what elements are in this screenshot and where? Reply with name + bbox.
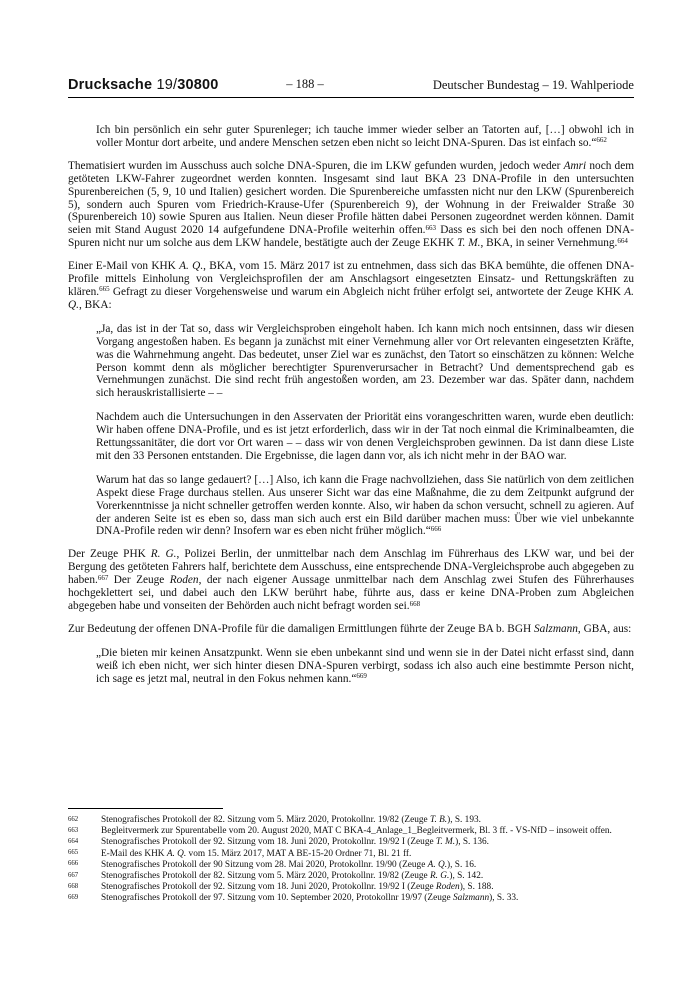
footnote-text [101,871,634,882]
text-run: , BKA: [78,298,112,311]
footnote-text [101,882,634,893]
text-run: , Polizei Berlin, der unmittelbar nach dem Anschlag im Führerhaus des LKW war, und bei der Bergung des getöteten Fahrers half, berichtete dem Ausschuss, eine entsprechende DNA-Vergleichsprobe auch abgegeben zu haben. [68,548,634,587]
footnote-ref: 662 [596,136,607,145]
text-run: A. Q. [166,848,187,859]
paragraph [68,160,634,250]
text-run: ), S. 193. [447,815,481,825]
footnote [68,860,634,871]
text-run: Stenografisches Protokoll der 90 Sitzung vom 28. Mai 2020, Protokollnr. 19/90 (Zeuge [101,859,428,870]
text-run: ), S. 33. [489,893,519,904]
text-run: vom 15. März 2017, MAT A BE-15-20 Ordner 71, Bl. 21 ff. [186,848,412,859]
text-run: , GBA, aus: [577,622,632,635]
text-run: T. B. [429,815,448,825]
footnote-text [101,826,634,837]
text-run: Stenografisches Protokoll der 82. Sitzung vom 5. März 2020, Protokollnr. 19/82 (Zeuge [101,815,430,825]
text-run: Dass es sich bei den noch offenen DNA-Spuren nicht nur um solche aus dem LKW handele, bestätigte auch der Zeuge EKHK [68,224,634,250]
text-run: Roden [169,574,199,587]
text-run: A. Q. [427,859,448,870]
text-run: ), S. 142. [449,871,484,882]
quote-block [96,411,634,463]
footnote-text [101,837,634,848]
footnote [68,871,634,882]
footnote-number: 663 [68,826,79,834]
text-run: T. M. [457,237,481,250]
doc-type-label: Drucksache [68,77,153,93]
footnote [68,882,634,893]
footnote [68,815,634,826]
text-run: , BKA, in seiner Vernehmung. [480,237,618,250]
text-run: Gefragt zu dieser Vorgehensweise und warum ein Abgleich nicht früher erfolgt sei, antwortete der Zeuge KHK [109,285,625,298]
paragraph [68,623,634,636]
text-run: noch dem getöteten LKW-Fahrer zugeordnet werden konnten. Insgesamt sind laut BKA 23 DNA-Profile in den untersuchten Spurenbereichen (5, 9, 10 und Italien) gesichert worden. Die Spurenbereiche umfassten nicht nur den LKW (Spurenbereich 5), sondern auch Spuren vom Friedrich-Krause-Ufer (Spurenbereich 9), der Wohnung in der Freiwalder Straße 30 (Spurenbereich 10) sowie Spuren aus Italien. Neun dieser Profile hätten dabei Personen zugeordnet werden können. Damit seien mit Stand August 2020 14 aufgefundene DNA-Profile weiterhin offen. [68,159,634,237]
text-run: A. Q. [68,285,634,311]
footnote-ref: 666 [430,524,442,533]
footnote-ref: 663 [425,223,437,232]
footnote-ref: 664 [617,236,628,245]
text-run: Stenografisches Protokoll der 92. Sitzung vom 18. Juni 2020, Protokollnr. 19/92 I (Zeuge [101,837,436,848]
text-run: Der Zeuge [108,574,170,587]
footnote [68,837,634,848]
text-run: A. Q. [179,260,204,273]
footnote-ref: 667 [97,573,109,582]
text-run: Ich bin persönlich ein sehr guter Spurenleger; ich tauche immer wieder selber an Tatorten auf, […] obwohl ich in voller Montur dort arbeite, und andere Menschen setzen eben nicht so leicht DNA-Spuren. Das ist einfach so.“ [96,124,634,149]
footnote-ref: 665 [99,285,110,294]
text-run: ), S. 188. [459,882,494,893]
page-header [68,77,634,93]
text-run: T. M. [435,837,456,848]
document-body [68,124,634,686]
quote-block [96,323,634,400]
text-run: Amri [563,159,587,172]
text-run: Salzmann [533,622,578,635]
text-run: Roden [435,882,460,893]
footnote [68,893,634,904]
text-run: Salzmann [452,893,490,904]
text-run: Der Zeuge PHK [68,548,151,561]
text-run: R. G. [150,548,177,561]
text-run: R. G. [429,871,450,882]
text-run: Zur Bedeutung der offenen DNA-Profile für die damaligen Ermittlungen führte der Zeuge BA b. BGH [68,622,534,635]
footnote-ref: 669 [356,672,367,681]
doc-number-value: 30800 [177,77,219,93]
text-run: „Ja, das ist in der Tat so, dass wir Vergleichsproben eingeholt haben. Ich kann mich noch entsinnen, dass wir diesen Vorgang angestoßen haben. Es begann ja zunächst mit einer Vernehmung aller vor Ort relevanten eingesetzten Kräfte, was die Wahrnehmung angeht. Das bedeutet, unser Ziel war es zunächst, den Tatort so einschätzen zu können: Welche Person kommt denn als möglicher berechtigter Spurenverursacher in Betracht? Und dementsprechend gab es Vernehmungen zunächst. Die sind recht früh angestoßen worden, am 23. Dezember war das. Später dann, nachdem sich herauskristallisierte – – [96,322,634,400]
quote-block [96,124,634,150]
paragraph [68,548,634,613]
text-run: Thematisiert wurden im Ausschuss auch solche DNA-Spuren, die im LKW gefunden wurden, jedoch weder [68,159,564,172]
text-run: Stenografisches Protokoll der 97. Sitzung vom 10. September 2020, Protokollnr 19/97 (Zeuge [101,893,453,904]
quote-block [96,647,634,686]
footnote-number: 665 [68,849,79,857]
footnote-text [101,849,634,860]
footnote-divider [68,808,223,809]
text-run: ), S. 16. [447,859,477,870]
footnote [68,826,634,837]
page-number: – 188 – [286,77,324,91]
header-right-title: Deutscher Bundestag – 19. Wahlperiode [432,78,634,92]
footnote-text [101,815,634,826]
footnote-number: 668 [68,882,79,890]
text-run: Nachdem auch die Untersuchungen in den Asservaten der Priorität eins vorangeschritten waren, wurde eben deutlich: Wir haben offene DNA-Profile, und es ist jetzt erforderlich, dass wir in der Tat noch einmal die Kriminalbeamten, die Rettungssanitäter, die dort vor Ort waren – – dass wir von denen Vergleichsproben gewinnen. Da ist dann diese Liste mit den 33 Personen entstanden. Die Ergebnisse, die lagen dann vor, als ich nicht mehr in der BAO war. [96,411,634,462]
text-run: , der nach eigener Aussage unmittelbar nach dem Anschlag zwei Stufen des Führerhauses hochgeklettert sei, und dabei auch den LKW berührt habe, führte aus, dass er keine DNA-Proben zum Abgleichen abgegeben habe und vonseiten der Behörden auch nicht befragt worden sei. [68,574,634,612]
footnote [68,849,634,860]
text-run: , BKA, vom 15. März 2017 ist zu entnehmen, dass sich das BKA bemühte, die offenen DNA-Profile mittels Einholung von Vergleichsprofilen der am Anschlagsort eingesetzten Einsatz- und Rettungskräften zu klären. [68,260,634,298]
footnote-number: 662 [68,815,79,823]
footnote-number: 666 [68,860,79,868]
footnote-number: 664 [68,837,79,845]
footnote-number: 667 [68,871,79,879]
text-run: „Die bieten mir keinen Ansatzpunkt. Wenn sie eben unbekannt sind und wenn sie in der Datei nicht erfasst sind, dann weiß ich eben nicht, wer sich hinter diesen DNA-Spuren verbirgt, sodass ich also auch eine bestimmte Person nicht, ich sage es jetzt mal, neutral in den Fokus nehmen kann.“ [96,646,634,685]
footnote-ref: 668 [409,599,421,608]
footnote-number: 669 [68,893,79,901]
footnotes-list [68,815,634,905]
footnotes-section [68,808,634,905]
text-run: Begleitvermerk zur Spurentabelle vom 20. August 2020, MAT C BKA-4_Anlage_1_Begleitvermerk, Bl. 3 ff. - VS-NfD – insoweit offen. [101,826,612,837]
text-run: Einer E-Mail von KHK [68,260,180,273]
text-run: ), S. 136. [455,837,489,848]
text-run: Stenografisches Protokoll der 92. Sitzung vom 18. Juni 2020, Protokollnr. 19/92 I (Zeuge [101,882,436,893]
footnote-text [101,860,634,871]
paragraph [68,260,634,312]
quote-block [96,474,634,539]
footnote-text [101,893,634,904]
text-run: Stenografisches Protokoll der 82. Sitzung vom 5. März 2020, Protokollnr. 19/82 (Zeuge [101,871,430,882]
header-rule [68,97,634,98]
text-run: E-Mail des KHK [101,848,167,859]
doc-number-prefix: 19/ [156,77,178,93]
text-run: Warum hat das so lange gedauert? […] Also, ich kann die Frage nachvollziehen, dass Sie natürlich von dem zeitlichen Aspekt diese Frage durchaus stellen. Aus unserer Sicht war das eine Maßnahme, die zu dem Zeitpunkt aufgrund der Vorerkenntnisse ja nicht schneller getroffen werden konnte. Also, wir haben da schon versucht, schnell zu agieren. Auf der anderen Seite ist es eben so, dass man sich auch erst ein Bild darüber machen muss: Über wie viel unbekannte DNA-Profile reden wir denn? Insofern war es eben nicht früher möglich.“ [96,473,634,538]
